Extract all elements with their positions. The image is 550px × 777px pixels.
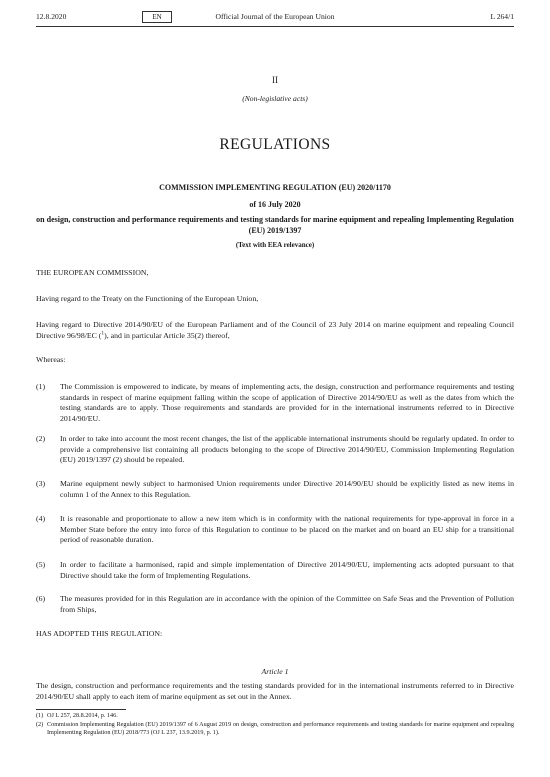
language-badge: EN [142,11,172,23]
recital-number: (6) [36,594,46,603]
commission-heading: THE EUROPEAN COMMISSION, [36,268,149,277]
footnote [36,721,514,737]
regulation-title: COMMISSION IMPLEMENTING REGULATION (EU) 2020/1170 [159,183,391,192]
footnote-ref[interactable]: 1 [101,330,105,336]
recital-number: (5) [36,560,46,569]
having-regard-directive: Having regard to Directive 2014/90/EU of the European Parliament and of the Council of 23 July 2014 on marine equipment and repealing Council Directive 96/98/EC ($^1$), and in particular Article 35(2) thereof, [36,320,514,340]
recital-number: (2) [36,434,46,443]
recital-number: (1) [36,382,46,391]
recital-text: In order to facilitate a harmonised, rapid and simple implementation of Directive 2014/90/EU, implementing acts adopted pursuant to that Directive should take the form of Implementing Regulations. [60,560,514,580]
footnote-divider [36,709,126,710]
article-heading: Article 1 [261,667,289,676]
page-reference: L 264/1 [490,12,514,21]
footnote-label: (1) [36,712,44,719]
recital-text: The Commission is empowered to indicate, by means of implementing acts, the design, construction and performance requirements and testing standards in respect of marine equipment falling within the scope of application of Directive 2014/90/EU as well as the dates from which the testing standards are to apply. Those requirements and standards are provided for in the international instruments referred to in Directive 2014/90/EU. [60,382,514,423]
regulation-date: of 16 July 2020 [249,200,301,209]
footnote-text: Commission Implementing Regulation (EU) 2019/1397 of 6 August 2019 on design, construction and performance requirements and testing standards for marine equipment and repealing Implementing Regulation (EU) 2018/773 (OJ L 237, 13.9.2019, p. 1). [47,721,514,737]
having-regard-treaty: Having regard to the Treaty on the Functioning of the European Union, [36,294,259,303]
header-divider [36,26,514,27]
footnote-label: (2) [36,721,44,728]
footnote [36,712,514,720]
recital-text: It is reasonable and proportionate to allow a new item which is in conformity with the national requirements for type-approval in force in a Member State before the entry into force of this Regulation to continue to be placed on the market and on board an EU ship for a transitional period of reasonable duration. [60,514,514,545]
publication-date: 12.8.2020 [36,12,67,21]
section-title: REGULATIONS [219,136,331,153]
recital-text: Marine equipment newly subject to harmonised Union requirements under Directive 2014/90/EU should be explicitly listed as new items in column 1 of the Annex to this Regulation. [60,479,514,499]
section-note: (Non-legislative acts) [242,94,308,103]
recital-number: (4) [36,514,46,523]
whereas-heading: Whereas: [36,355,66,364]
section-roman-numeral: II [272,75,278,85]
recital-text: The measures provided for in this Regulation are in accordance with the opinion of the Committee on Safe Seas and the Prevention of Pollution from Ships, [60,594,514,614]
footnote-text: OJ L 257, 28.8.2014, p. 146. [47,712,118,719]
regulation-relevance: (Text with EEA relevance) [235,241,315,249]
page-header [36,10,514,24]
recital-text: In order to take into account the most recent changes, the list of the applicable international instruments should be regularly updated. In order to provide a comprehensive list containing all products belonging to the scope of Directive 2014/90/EU, Commission Implementing Regulation (EU) 2019/1397 (2) should be repealed. [60,434,514,465]
regulation-subject: on design, construction and performance requirements and testing standards for marine equipment and repealing Implementing Regulation (EU) 2019/1397 [36,215,514,235]
adopted-statement: HAS ADOPTED THIS REGULATION: [36,629,163,638]
recital-number: (3) [36,479,46,488]
article-text: The design, construction and performance requirements and the testing standards provided for in the international instruments referred to in Directive 2014/90/EU shall apply to each item of marine equipment as set out in the Annex. [36,681,514,701]
journal-title: Official Journal of the European Union [215,12,335,21]
